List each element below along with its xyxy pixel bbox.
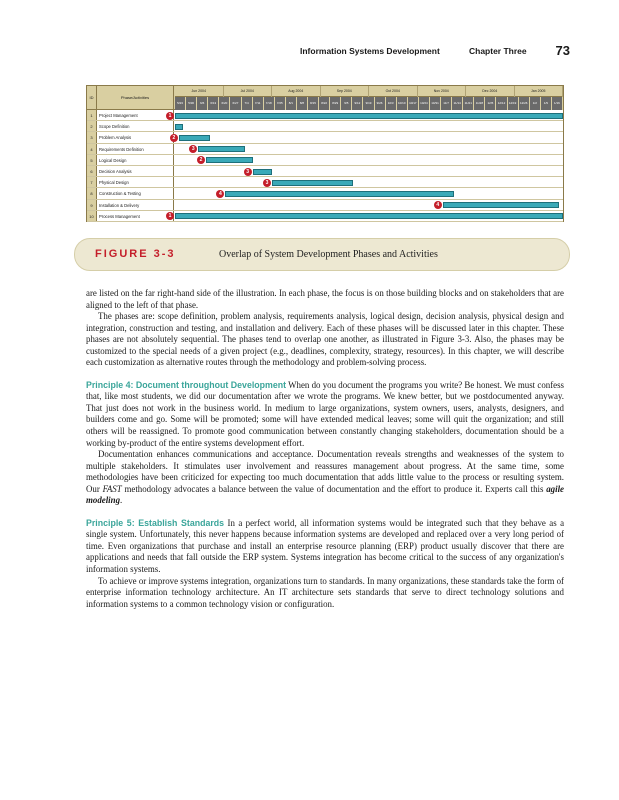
gantt-bar — [198, 146, 245, 152]
gantt-week-label: 8/29 — [330, 97, 341, 110]
gantt-week-label: 10/31 — [430, 97, 441, 110]
gantt-months — [175, 86, 563, 97]
gantt-phase-marker: 3 — [189, 145, 197, 153]
gantt-phase-marker: 2 — [197, 156, 205, 164]
gantt-row-name: Process Management — [97, 211, 174, 221]
gantt-phase-marker: 4 — [434, 201, 442, 209]
gantt-week-label: 9/26 — [375, 97, 386, 110]
header-chapter: Chapter Three — [469, 46, 527, 56]
gantt-week-label: 11/21 — [463, 97, 474, 110]
gantt-bar — [175, 124, 183, 130]
gantt-week-label: 10/3 — [386, 97, 397, 110]
gantt-week-label: 12/5 — [485, 97, 496, 110]
gantt-week-label: 6/27 — [230, 97, 241, 110]
gantt-week-label: 6/20 — [219, 97, 230, 110]
gantt-phase-marker: 1 — [166, 212, 174, 220]
gantt-week-label: 10/24 — [419, 97, 430, 110]
gantt-month-label: Jul 2004 — [224, 86, 273, 97]
gantt-header — [87, 86, 563, 110]
gantt-row-name: Requirements Definition — [97, 144, 174, 154]
gantt-week-label: 5/23 — [175, 97, 186, 110]
gantt-week-label: 6/13 — [208, 97, 219, 110]
paragraph-text: When do you document the programs you write? Be honest. We must confess that, like most students, we did our documentation after we wrote the programs. We knew better, but we postdocumented anyway. That just does not work in the business world. In medium to large organizations, system owners, users, analysts, designers, and builders come and go. Some will be promoted; some will have extended medical leaves; some will quit the organization; and still others will be reassigned. To promote good communication between constantly changing stakeholders, documentation should be a working by-product of the entire systems development effort. — [86, 379, 565, 448]
gantt-row — [87, 211, 563, 222]
gantt-phase-marker: 4 — [216, 190, 224, 198]
figure-caption — [74, 238, 570, 271]
gantt-bar — [443, 202, 559, 208]
gantt-phase-marker: 2 — [170, 134, 178, 142]
gantt-bar — [179, 135, 210, 141]
gantt-week-label: 6/6 — [197, 97, 208, 110]
gantt-bar — [225, 191, 454, 197]
gantt-row — [87, 188, 563, 199]
paragraph: To achieve or improve systems integration, organizations turn to standards. In many organizations, these standards take the form of enterprise information technology architecture. An IT architecture sets standards that serve to direct technology solutions and information systems to a common technology vision or configuration. — [86, 575, 564, 609]
paragraph-text: methodology advocates a balance between the value of documentation and the effort to produce it. Experts call this — [121, 483, 547, 494]
gantt-row-name: Problem Analysis — [97, 132, 174, 142]
gantt-row — [87, 155, 563, 166]
gantt-month-label: Oct 2004 — [369, 86, 418, 97]
gantt-row — [87, 110, 563, 121]
gantt-week-label: 9/12 — [352, 97, 363, 110]
paragraph: The phases are: scope definition, problem analysis, requirements analysis, logical design, decision analysis, physical design and integration, construction and testing, and installation and delivery. Each of these phases will be discussed later in this chapter. These phases are not absolutely sequential. The phases tend to overlap one another, as illustrated in Figure 3-3. Also, the phases may be customized to the special needs of a given project (e.g., deadlines, complexity, strategy, resources). In this chapter, we will describe each customization as alternative routes through the methodology and problem-solving process. — [86, 311, 564, 368]
gantt-row-id: 6 — [87, 166, 97, 176]
paragraph — [86, 380, 564, 449]
gantt-week-label: 11/28 — [474, 97, 485, 110]
fast-term: FAST — [102, 483, 122, 494]
paragraph — [86, 449, 564, 507]
gantt-row — [87, 177, 563, 188]
gantt-row — [87, 121, 563, 132]
gantt-week-label: 11/14 — [452, 97, 463, 110]
gantt-week-label: 7/11 — [253, 97, 264, 110]
gantt-name-header: Phase/Activities — [97, 86, 174, 110]
principle-4-heading: Principle 4: Document throughout Development — [86, 379, 287, 390]
gantt-row-id: 10 — [87, 211, 97, 221]
gantt-week-label: 12/19 — [508, 97, 519, 110]
gantt-bar — [175, 113, 563, 119]
gantt-month-label: Sep 2004 — [321, 86, 370, 97]
figure-caption-text: Overlap of System Development Phases and Activities — [219, 249, 438, 260]
page-number: 73 — [555, 43, 570, 58]
gantt-month-label: Nov 2004 — [418, 86, 467, 97]
gantt-id-header: ID — [87, 86, 97, 110]
gantt-week-label: 9/19 — [363, 97, 374, 110]
principle-5-heading: Principle 5: Establish Standards — [86, 517, 225, 528]
gantt-row — [87, 166, 563, 177]
gantt-bar — [175, 213, 563, 219]
gantt-week-label: 12/26 — [519, 97, 530, 110]
agile-modeling-term: agile modeling — [86, 483, 564, 506]
gantt-row — [87, 144, 563, 155]
gantt-week-label: 8/8 — [297, 97, 308, 110]
gantt-row-id: 2 — [87, 121, 97, 131]
gantt-month-label: Jan 2005 — [515, 86, 564, 97]
gantt-row — [87, 200, 563, 211]
gantt-week-label: 1/9 — [541, 97, 552, 110]
gantt-week-label: 11/7 — [441, 97, 452, 110]
gantt-week-label: 5/30 — [186, 97, 197, 110]
gantt-week-label: 8/15 — [308, 97, 319, 110]
gantt-row-name: Installation & Delivery — [97, 200, 174, 210]
gantt-week-label: 8/1 — [286, 97, 297, 110]
body-text — [86, 288, 564, 610]
gantt-row-name: Project Management — [97, 110, 174, 120]
paragraph-text: Documentation enhances communications and acceptance. Documentation reveals strengths and weaknesses of the system to multiple stakeholders. It stimulates user involvement and reassures management about progress. At the same time, some methodologies have been criticized for expecting too much documentation that adds little value to the process or resulting system. Our — [86, 449, 564, 494]
gantt-row-name: Construction & Testing — [97, 188, 174, 198]
gantt-week-label: 1/2 — [530, 97, 541, 110]
gantt-row — [87, 132, 563, 143]
gantt-row-id: 9 — [87, 200, 97, 210]
gantt-week-label: 8/22 — [319, 97, 330, 110]
gantt-row-name: Decision Analysis — [97, 166, 174, 176]
gantt-phase-marker: 1 — [166, 112, 174, 120]
gantt-row-name: Logical Design — [97, 155, 174, 165]
gantt-week-label: 10/10 — [397, 97, 408, 110]
gantt-week-label: 1/16 — [552, 97, 563, 110]
gantt-chart — [86, 85, 564, 222]
paragraph — [86, 518, 564, 576]
paragraph: are listed on the far right-hand side of the illustration. In each phase, the focus is on those building blocks and on stakeholders that are aligned to the left of that phase. — [86, 288, 564, 310]
gantt-row-id: 5 — [87, 155, 97, 165]
gantt-phase-marker: 3 — [263, 179, 271, 187]
paragraph-text: In a perfect world, all information systems would be integrated such that they behave as a single system. Unfortunately, this never happens because information systems are developed and replaced over a very long period of time. Even organizations that purchase and install an enterprise resource planning (ERP) product usually discover that there are applications and needs that fall outside the ERP system. Systems integration has become critical to the success of any organization's information systems. — [86, 517, 565, 575]
gantt-row-id: 7 — [87, 177, 97, 187]
gantt-bar — [253, 169, 272, 175]
gantt-row-id: 8 — [87, 188, 97, 198]
gantt-row-name: Physical Design — [97, 177, 174, 187]
gantt-phase-marker: 3 — [244, 168, 252, 176]
gantt-bar — [272, 180, 353, 186]
gantt-row-name: Scope Definition — [97, 121, 174, 131]
paragraph-text: . — [120, 495, 123, 506]
figure-label: FIGURE 3-3 — [95, 248, 176, 260]
header-title: Information Systems Development — [300, 46, 440, 56]
gantt-week-label: 9/5 — [341, 97, 352, 110]
gantt-month-label: Dec 2004 — [466, 86, 515, 97]
gantt-week-label: 7/4 — [242, 97, 253, 110]
gantt-row-id: 3 — [87, 132, 97, 142]
gantt-weeks — [175, 97, 563, 110]
gantt-week-label: 7/25 — [275, 97, 286, 110]
gantt-week-label: 7/18 — [264, 97, 275, 110]
gantt-week-label: 10/17 — [408, 97, 419, 110]
gantt-bar — [206, 157, 253, 163]
gantt-week-label: 12/12 — [496, 97, 507, 110]
gantt-row-id: 4 — [87, 144, 97, 154]
gantt-month-label: Aug 2004 — [272, 86, 321, 97]
gantt-row-id: 1 — [87, 110, 97, 120]
gantt-month-label: Jun 2004 — [175, 86, 224, 97]
running-header — [300, 44, 570, 60]
